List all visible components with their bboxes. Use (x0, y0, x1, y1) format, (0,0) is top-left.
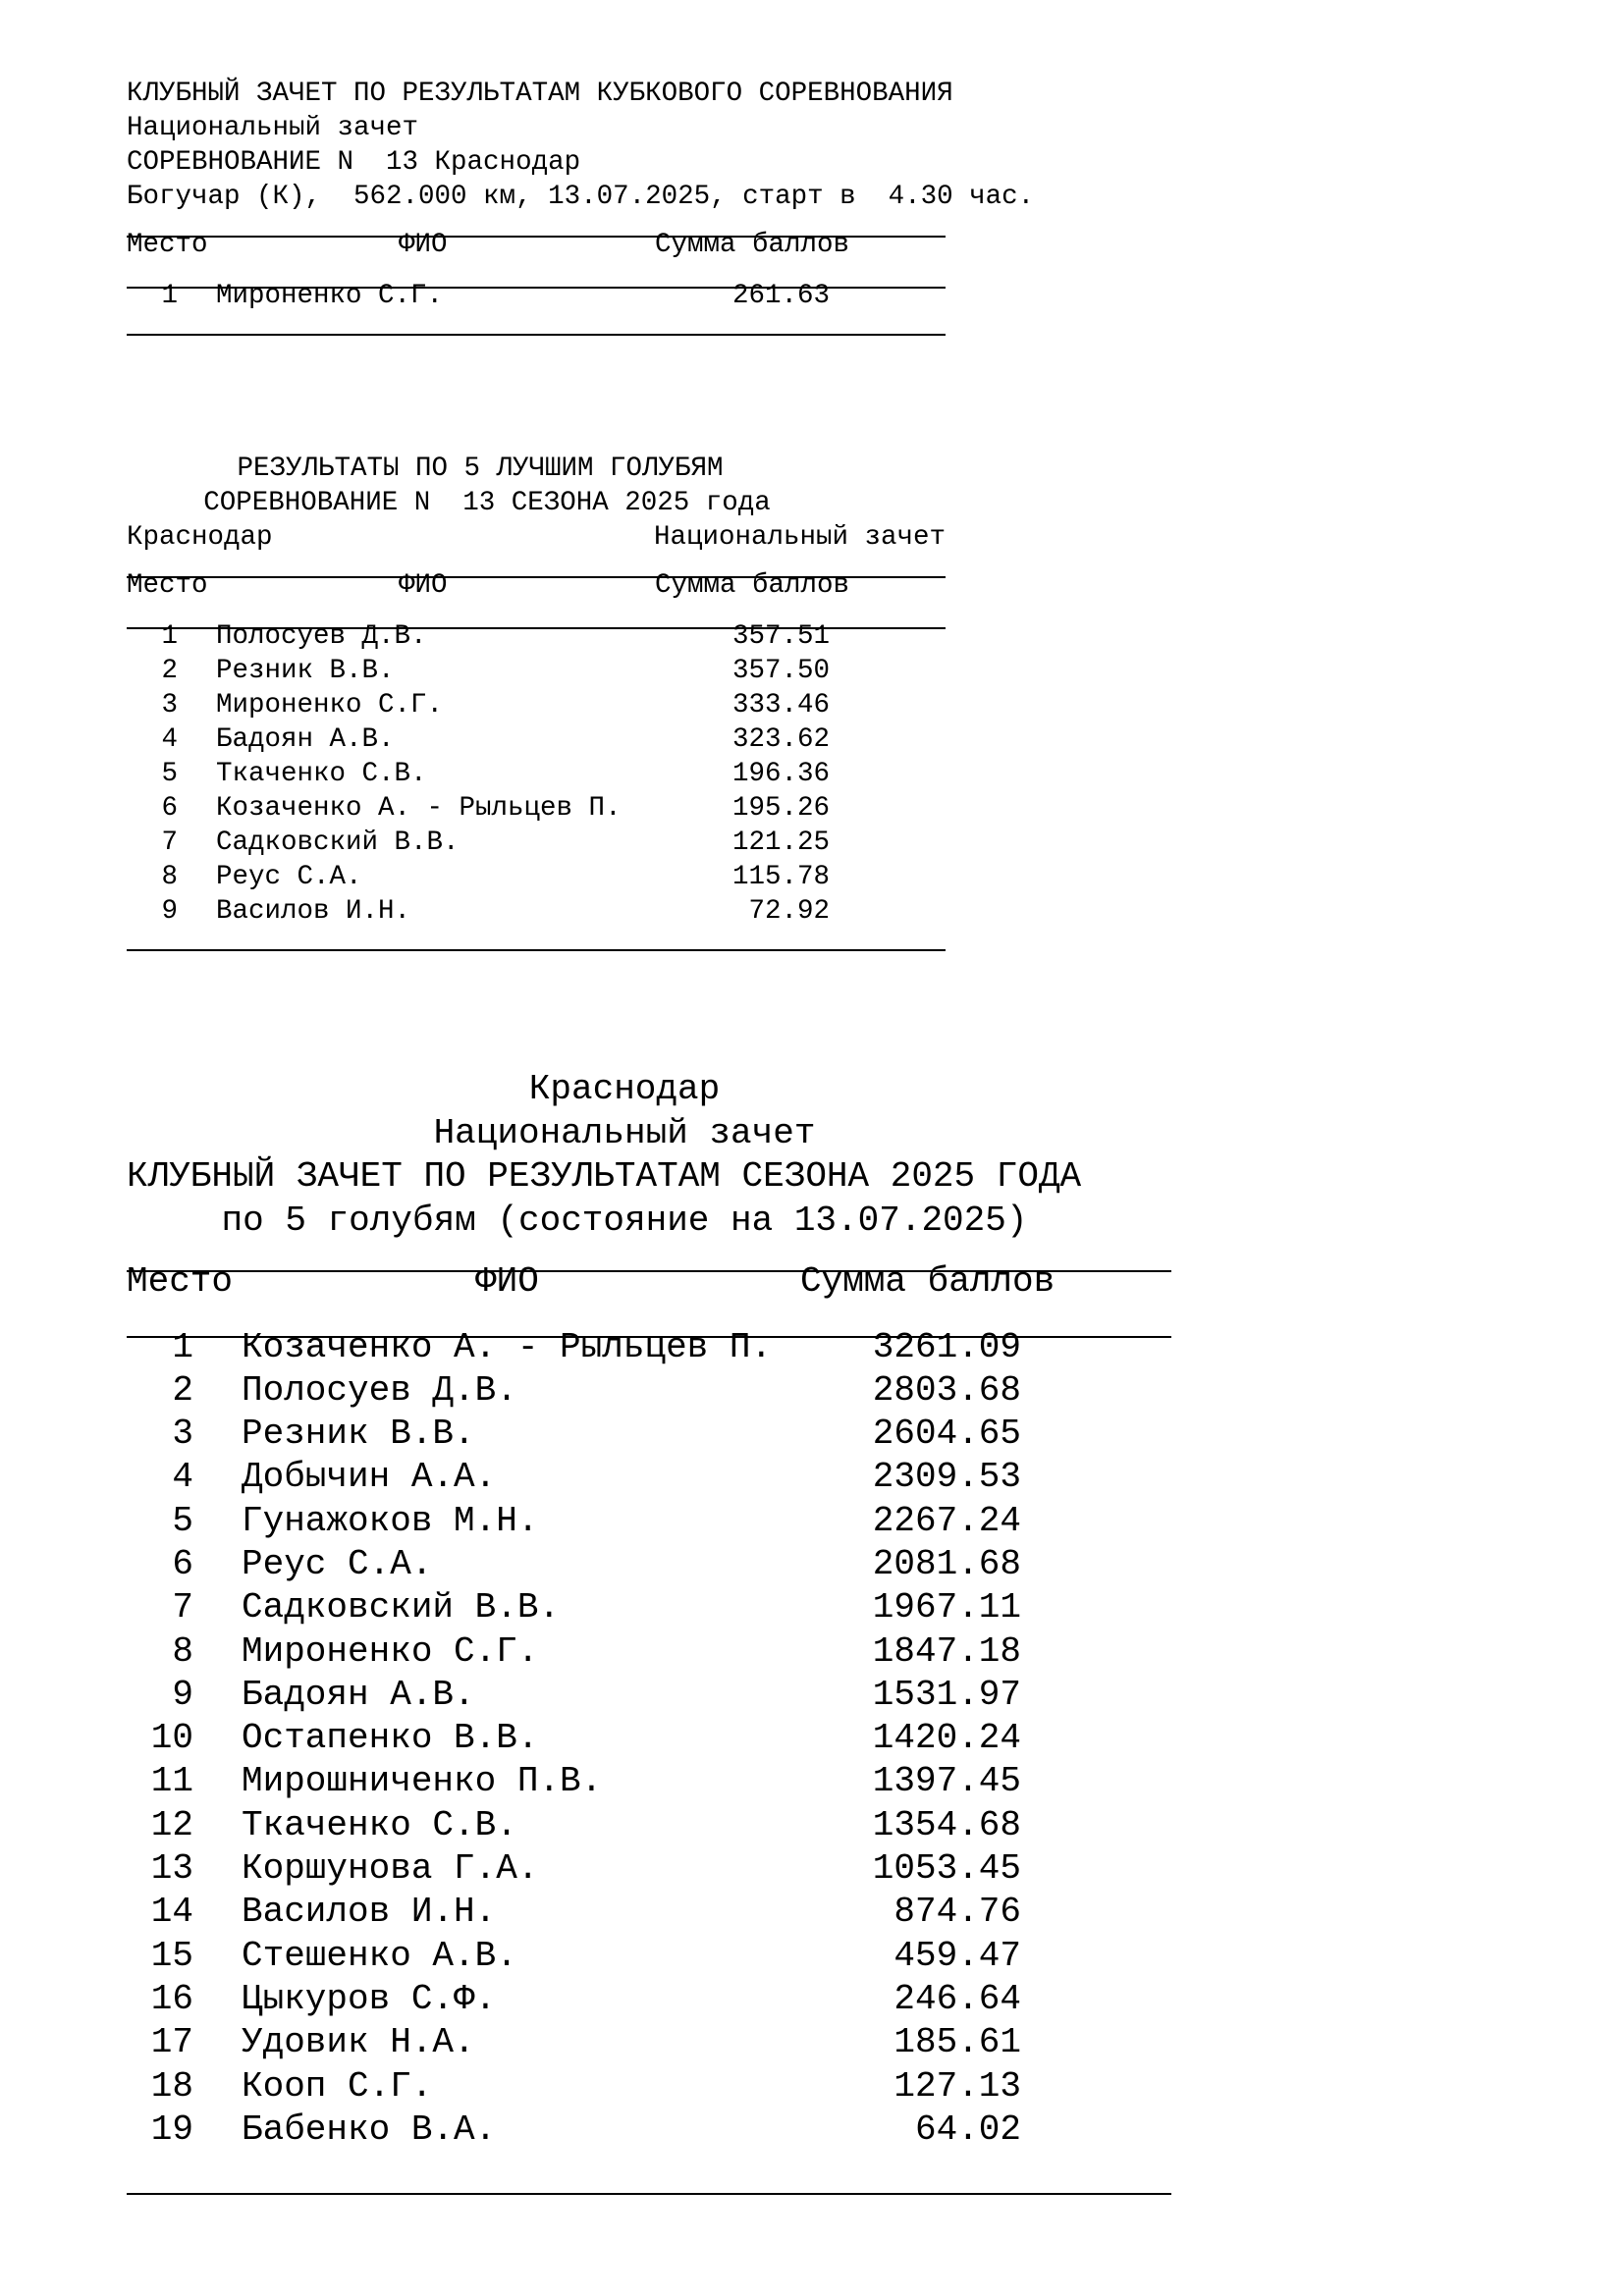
table-row (127, 1326, 1171, 1369)
row-place: 3 (172, 1414, 193, 1455)
table-row (127, 688, 946, 722)
best5-city: Краснодар (127, 522, 273, 553)
row-score: 1531.97 (872, 1674, 1021, 1715)
row-place: 5 (172, 1500, 193, 1541)
row-score: 323.62 (731, 724, 830, 755)
row-score: 115.78 (731, 862, 830, 892)
row-place: 14 (150, 1892, 193, 1933)
header-place: Место (127, 230, 208, 260)
header-name: ФИО (399, 570, 448, 601)
divider (127, 2193, 1171, 2195)
row-score: 333.46 (731, 690, 830, 721)
row-score: 1967.11 (872, 1587, 1021, 1629)
table-row (127, 1847, 1171, 1891)
table-row (127, 1804, 1171, 1847)
table-row (127, 1543, 1171, 1586)
row-place: 1 (161, 621, 178, 652)
row-name: Бабенко В.А. (242, 2109, 497, 2150)
header-place: Место (127, 570, 208, 601)
row-score: 246.64 (893, 1978, 1021, 2019)
table-row (127, 860, 946, 894)
season-scope: Национальный зачет (433, 1112, 816, 1153)
row-score: 64.02 (914, 2109, 1021, 2150)
row-place: 17 (150, 2022, 193, 2063)
table-row (127, 1674, 1171, 1717)
row-name: Василов И.Н. (216, 896, 411, 927)
header-score: Сумма баллов (655, 230, 850, 260)
row-place: 8 (161, 862, 178, 892)
season-subtitle: по 5 голубям (состояние на 13.07.2025) (221, 1200, 1028, 1241)
row-name: Коршунова Г.А. (242, 1848, 539, 1890)
row-place: 9 (172, 1674, 193, 1715)
table-row (127, 1935, 1171, 1978)
header-place: Место (127, 1261, 234, 1302)
season-table-body (127, 1326, 1171, 2153)
row-place: 1 (172, 1326, 193, 1367)
row-place: 8 (172, 1630, 193, 1672)
table-row (127, 791, 946, 826)
table-row (127, 279, 946, 313)
header-score: Сумма баллов (800, 1261, 1056, 1302)
best5-scope: Национальный зачет (653, 522, 946, 553)
best5-title: РЕЗУЛЬТАТЫ ПО 5 ЛУЧШИМ ГОЛУБЯМ (237, 454, 724, 484)
row-place: 2 (172, 1369, 193, 1411)
row-name: Садковский В.В. (216, 828, 460, 858)
row-name: Кооп С.Г. (242, 2065, 433, 2107)
row-name: Мироненко С.Г. (216, 281, 444, 311)
row-place: 4 (172, 1457, 193, 1498)
row-name: Стешенко А.В. (242, 1935, 517, 1976)
row-name: Добычин А.А. (242, 1457, 497, 1498)
row-place: 19 (150, 2109, 193, 2150)
row-place: 12 (150, 1804, 193, 1845)
row-score: 2803.68 (872, 1369, 1021, 1411)
table-row (127, 2109, 1171, 2152)
row-score: 72.92 (748, 896, 830, 927)
table-row (127, 1630, 1171, 1674)
season-city: Краснодар (528, 1069, 721, 1109)
row-name: Козаченко А. - Рыльцев П. (216, 793, 622, 824)
row-score: 1053.45 (872, 1848, 1021, 1890)
row-score: 1420.24 (872, 1718, 1021, 1759)
table-row (127, 722, 946, 757)
table-row (127, 1717, 1171, 1760)
row-name: Реус С.А. (242, 1543, 433, 1584)
cup-subtitle: Национальный зачет (127, 113, 419, 143)
row-name: Остапенко В.В. (242, 1718, 539, 1759)
table-header (127, 1260, 1171, 1305)
row-name: Василов И.Н. (242, 1892, 497, 1933)
row-name: Гунажоков М.Н. (242, 1500, 539, 1541)
row-score: 1354.68 (872, 1804, 1021, 1845)
row-place: 3 (161, 690, 178, 721)
season-title: КЛУБНЫЙ ЗАЧЕТ ПО РЕЗУЛЬТАТАМ СЕЗОНА 2025 ГОДА (127, 1156, 1082, 1197)
row-name: Бадоян А.В. (216, 724, 395, 755)
row-score: 195.26 (731, 793, 830, 824)
header-score: Сумма баллов (655, 570, 850, 601)
best5-competition: СОРЕВНОВАНИЕ N 13 СЕЗОНА 2025 года (203, 488, 771, 518)
row-score: 121.25 (731, 828, 830, 858)
divider (127, 949, 946, 951)
row-place: 13 (150, 1848, 193, 1890)
row-score: 1847.18 (872, 1630, 1021, 1672)
cup-results-section (127, 77, 1035, 336)
row-score: 357.50 (731, 656, 830, 686)
row-name: Цыкуров С.Ф. (242, 1978, 497, 2019)
row-place: 2 (161, 656, 178, 686)
header-name: ФИО (399, 230, 448, 260)
row-score: 127.13 (893, 2065, 1021, 2107)
header-name: ФИО (475, 1261, 539, 1302)
table-row (127, 2065, 1171, 2109)
row-name: Ткаченко С.В. (216, 759, 427, 789)
row-name: Реус С.А. (216, 862, 362, 892)
best5-results-section (127, 452, 946, 951)
row-name: Полосуев Д.В. (242, 1369, 517, 1411)
row-place: 6 (161, 793, 178, 824)
divider (127, 334, 946, 336)
row-score: 459.47 (893, 1935, 1021, 1976)
table-row (127, 619, 946, 654)
row-place: 16 (150, 1978, 193, 2019)
table-header (127, 228, 946, 262)
row-place: 11 (150, 1761, 193, 1802)
row-name: Ткаченко С.В. (242, 1804, 517, 1845)
table-row (127, 1456, 1171, 1499)
row-name: Мироненко С.Г. (242, 1630, 539, 1672)
table-row (127, 654, 946, 688)
row-score: 196.36 (731, 759, 830, 789)
table-row (127, 1891, 1171, 1934)
best5-meta (127, 520, 946, 555)
cup-competition: СОРЕВНОВАНИЕ N 13 Краснодар (127, 147, 581, 178)
season-results-section (127, 1068, 1171, 2195)
row-score: 2604.65 (872, 1414, 1021, 1455)
row-score: 1397.45 (872, 1761, 1021, 1802)
table-row (127, 757, 946, 791)
row-score: 3261.09 (872, 1326, 1021, 1367)
row-place: 4 (161, 724, 178, 755)
table-row (127, 1413, 1171, 1456)
row-name: Козаченко А. - Рыльцев П. (242, 1326, 773, 1367)
row-score: 2267.24 (872, 1500, 1021, 1541)
row-name: Резник В.В. (242, 1414, 475, 1455)
row-place: 7 (172, 1587, 193, 1629)
row-name: Резник В.В. (216, 656, 395, 686)
table-row (127, 826, 946, 860)
row-score: 357.51 (731, 621, 830, 652)
table-row (127, 1500, 1171, 1543)
row-place: 9 (161, 896, 178, 927)
table-row (127, 1586, 1171, 1629)
table-row (127, 1978, 1171, 2021)
table-row (127, 1369, 1171, 1413)
cup-details: Богучар (К), 562.000 км, 13.07.2025, старт в 4.30 час. (127, 182, 1035, 212)
row-place: 5 (161, 759, 178, 789)
row-place: 18 (150, 2065, 193, 2107)
row-name: Бадоян А.В. (242, 1674, 475, 1715)
row-name: Мирошниченко П.В. (242, 1761, 603, 1802)
row-place: 6 (172, 1543, 193, 1584)
best5-table-body (127, 619, 946, 929)
table-row (127, 1760, 1171, 1803)
row-score: 874.76 (893, 1892, 1021, 1933)
table-header (127, 568, 946, 603)
row-score: 2309.53 (872, 1457, 1021, 1498)
row-place: 7 (161, 828, 178, 858)
row-name: Мироненко С.Г. (216, 690, 444, 721)
cup-title: КЛУБНЫЙ ЗАЧЕТ ПО РЕЗУЛЬТАТАМ КУБКОВОГО СОРЕВНОВАНИЯ (127, 79, 953, 109)
cup-table-body (127, 279, 946, 313)
table-row (127, 894, 946, 929)
row-name: Удовик Н.А. (242, 2022, 475, 2063)
row-name: Полосуев Д.В. (216, 621, 427, 652)
row-place: 1 (161, 281, 178, 311)
row-score: 185.61 (893, 2022, 1021, 2063)
row-name: Садковский В.В. (242, 1587, 561, 1629)
row-place: 15 (150, 1935, 193, 1976)
row-score: 2081.68 (872, 1543, 1021, 1584)
row-place: 10 (150, 1718, 193, 1759)
row-score: 261.63 (731, 281, 830, 311)
table-row (127, 2021, 1171, 2064)
